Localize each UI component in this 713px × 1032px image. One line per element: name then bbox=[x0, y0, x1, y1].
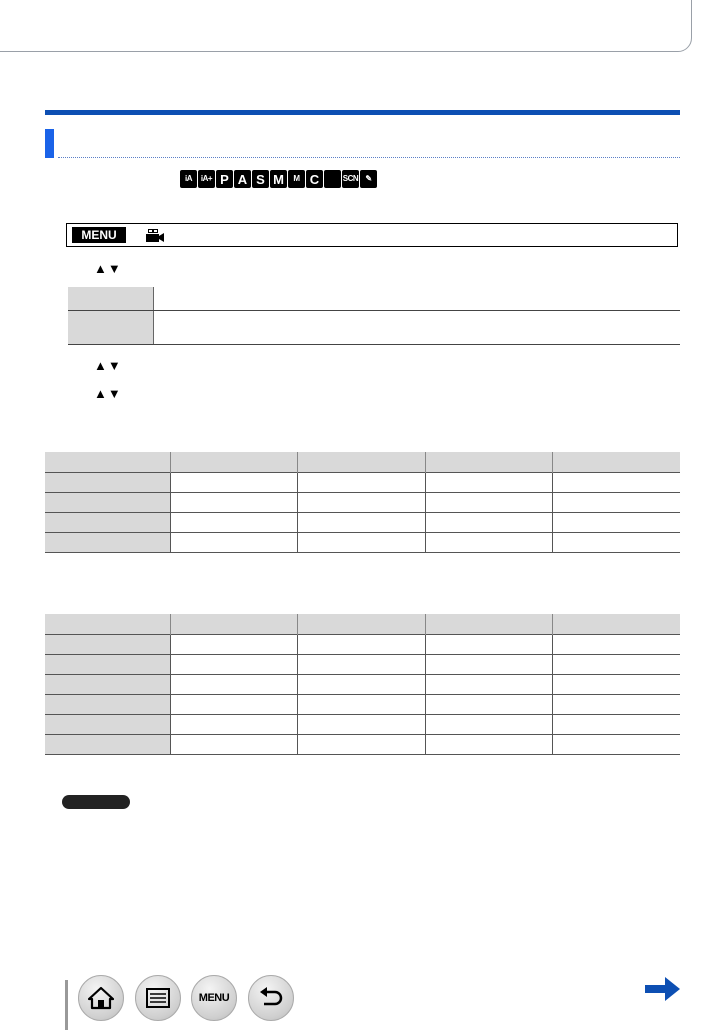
table-header-cell bbox=[425, 614, 553, 635]
table-header-row bbox=[45, 614, 680, 635]
table-row bbox=[45, 715, 680, 735]
option-desc-cell bbox=[154, 310, 681, 344]
table-header-row bbox=[45, 452, 680, 473]
table-cell bbox=[553, 715, 681, 735]
row-label-cell bbox=[45, 533, 170, 553]
table-cell bbox=[298, 715, 426, 735]
table-cell bbox=[425, 655, 553, 675]
table-cell bbox=[170, 655, 298, 675]
scene-guide-icon: SCN bbox=[342, 170, 359, 188]
table-cell bbox=[553, 735, 681, 755]
setting-table-2 bbox=[45, 614, 680, 755]
row-label-cell bbox=[45, 493, 170, 513]
table-cell bbox=[553, 473, 681, 493]
table-cell bbox=[298, 635, 426, 655]
table-cell bbox=[298, 655, 426, 675]
table-cell bbox=[553, 533, 681, 553]
aperture-priority-icon: A bbox=[234, 170, 251, 188]
table-cell bbox=[298, 735, 426, 755]
intelligent-auto-plus-icon: iA+ bbox=[198, 170, 215, 188]
nav-divider bbox=[65, 980, 68, 1030]
table-cell bbox=[425, 735, 553, 755]
section-divider bbox=[45, 110, 680, 115]
option-desc-cell bbox=[154, 287, 681, 310]
table-header-cell bbox=[170, 452, 298, 473]
section-heading-marker bbox=[45, 129, 54, 158]
step-arrows-icon: ▲▼ bbox=[94, 386, 122, 401]
table-cell bbox=[425, 635, 553, 655]
table-cell bbox=[553, 675, 681, 695]
creative-video-icon: M bbox=[288, 170, 305, 188]
table-row bbox=[45, 473, 680, 493]
option-row bbox=[68, 287, 680, 310]
table-row bbox=[45, 655, 680, 675]
table-cell bbox=[425, 695, 553, 715]
intelligent-auto-icon: iA bbox=[180, 170, 197, 188]
table-cell bbox=[425, 473, 553, 493]
table-cell bbox=[298, 695, 426, 715]
table-cell bbox=[170, 473, 298, 493]
table-cell bbox=[298, 533, 426, 553]
back-arrow-icon bbox=[258, 987, 284, 1009]
panorama-icon bbox=[324, 170, 341, 188]
row-label-cell bbox=[45, 655, 170, 675]
table-header-cell bbox=[553, 452, 681, 473]
table-cell bbox=[298, 675, 426, 695]
table-cell bbox=[425, 493, 553, 513]
table-cell bbox=[170, 635, 298, 655]
back-button[interactable] bbox=[248, 975, 294, 1021]
program-ae-icon: P bbox=[216, 170, 233, 188]
row-label-cell bbox=[45, 473, 170, 493]
table-row bbox=[45, 533, 680, 553]
recording-mode-icons bbox=[180, 170, 377, 188]
menu-button-label: MENU bbox=[198, 992, 230, 1004]
option-row bbox=[68, 310, 680, 344]
contents-button[interactable] bbox=[135, 975, 181, 1021]
table-header-cell bbox=[298, 452, 426, 473]
table-cell bbox=[170, 695, 298, 715]
note-badge bbox=[62, 795, 130, 809]
table-header-cell bbox=[425, 452, 553, 473]
row-label-cell bbox=[45, 635, 170, 655]
list-icon bbox=[145, 987, 171, 1009]
table-cell bbox=[170, 533, 298, 553]
table-row bbox=[45, 493, 680, 513]
table-row bbox=[45, 735, 680, 755]
menu-button[interactable] bbox=[191, 975, 237, 1021]
table-cell bbox=[425, 715, 553, 735]
next-page-arrow-icon[interactable] bbox=[645, 976, 681, 1002]
table-cell bbox=[553, 493, 681, 513]
manual-exposure-icon: M bbox=[270, 170, 287, 188]
table-cell bbox=[170, 493, 298, 513]
row-label-cell bbox=[45, 695, 170, 715]
table-row bbox=[45, 675, 680, 695]
shutter-priority-icon: S bbox=[252, 170, 269, 188]
table-header-cell bbox=[298, 614, 426, 635]
table-cell bbox=[425, 533, 553, 553]
option-table bbox=[68, 287, 680, 345]
table-header-cell bbox=[45, 614, 170, 635]
home-icon bbox=[88, 986, 114, 1010]
row-label-cell bbox=[45, 513, 170, 533]
table-cell bbox=[553, 655, 681, 675]
row-label-cell bbox=[45, 715, 170, 735]
table-cell bbox=[298, 493, 426, 513]
page-header-frame bbox=[0, 0, 692, 52]
movie-camera-icon bbox=[145, 228, 165, 243]
table-cell bbox=[170, 675, 298, 695]
home-button[interactable] bbox=[78, 975, 124, 1021]
custom-mode-icon: C bbox=[306, 170, 323, 188]
table-cell bbox=[425, 675, 553, 695]
step-arrows-icon: ▲▼ bbox=[94, 358, 122, 373]
section-heading-underline bbox=[58, 157, 680, 158]
table-cell bbox=[425, 513, 553, 533]
option-key-cell bbox=[68, 287, 154, 310]
menu-path-box bbox=[66, 223, 678, 247]
setting-table-1 bbox=[45, 452, 680, 553]
table-cell bbox=[170, 513, 298, 533]
table-cell bbox=[553, 635, 681, 655]
creative-control-icon: ✎ bbox=[360, 170, 377, 188]
table-row bbox=[45, 513, 680, 533]
row-label-cell bbox=[45, 675, 170, 695]
table-header-cell bbox=[553, 614, 681, 635]
table-cell bbox=[170, 735, 298, 755]
table-cell bbox=[298, 473, 426, 493]
table-row bbox=[45, 695, 680, 715]
table-cell bbox=[170, 715, 298, 735]
table-header-cell bbox=[45, 452, 170, 473]
table-header-cell bbox=[170, 614, 298, 635]
table-cell bbox=[553, 695, 681, 715]
table-cell bbox=[298, 513, 426, 533]
table-row bbox=[45, 635, 680, 655]
step-arrows-icon: ▲▼ bbox=[94, 261, 122, 276]
menu-key-label: MENU bbox=[72, 227, 126, 243]
table-cell bbox=[553, 513, 681, 533]
option-key-cell bbox=[68, 310, 154, 344]
row-label-cell bbox=[45, 735, 170, 755]
